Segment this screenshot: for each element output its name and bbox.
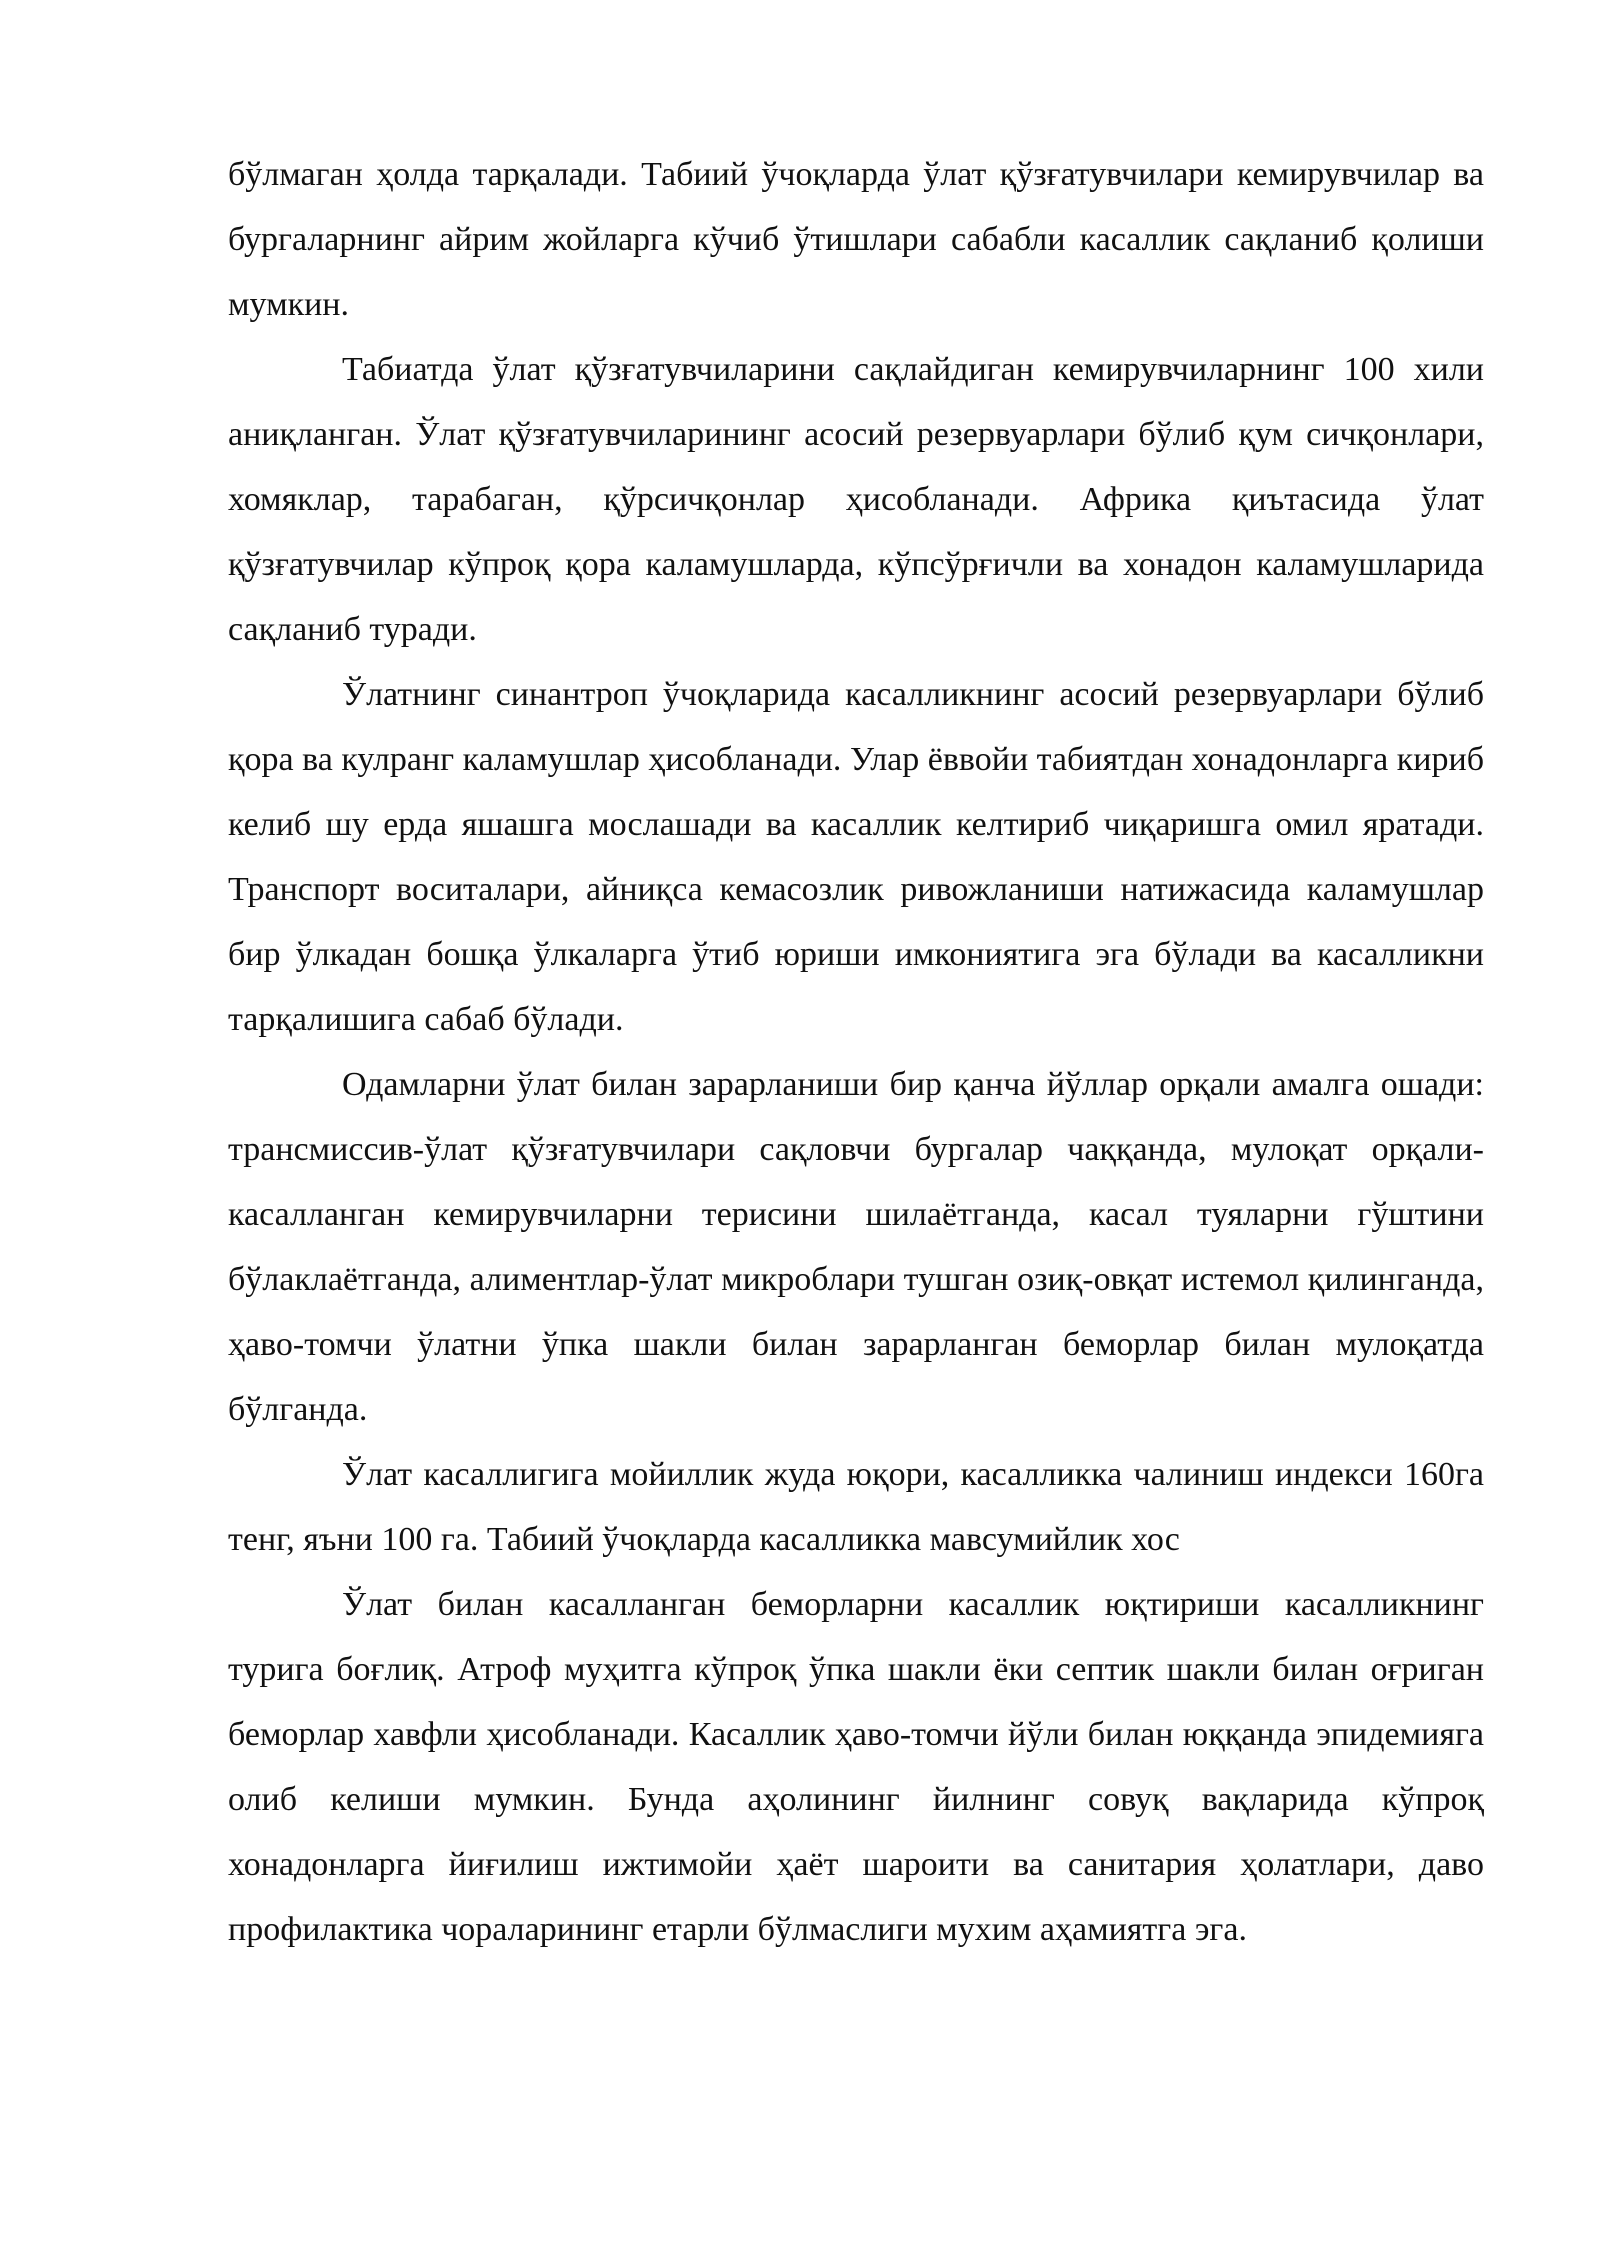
paragraph-3: Ўлатнинг синантроп ўчоқларида касалликнинг асосий резервуарлари бўлиб қора ва кулранг каламушлар ҳисобланади. Улар ёввойи табиятдан хонадонларга кириб келиб шу ерда яшашга мослашади ва касаллик келтириб чиқаришга омил яратади. Транспорт воситалари, айниқса кемасозлик ривожланиши натижасида каламушлар бир ўлкадан бошқа ўлкаларга ўтиб юриши имкониятига эга бўлади ва касалликни тарқалишига сабаб бўлади.	[228, 676, 1484, 1038]
document-page	[228, 142, 1484, 1962]
paragraph-4: Одамларни ўлат билан зарарланиши бир қанча йўллар орқали амалга ошади: трансмиссив-ўлат қўзғатувчилари сақловчи бургалар чаққанда, мулоқат орқали-касалланган кемирувчиларни терисини шилаётганда, касал туяларни гўштини бўлаклаётганда, алиментлар-ўлат микроблари тушган озиқ-овқат истемол қилинганда, ҳаво-томчи ўлатни ўпка шакли билан зарарланган беморлар билан мулоқатда бўлганда.	[228, 1066, 1484, 1428]
paragraph-5: Ўлат касаллигига мойиллик жуда юқори, касалликка чалиниш индекси 160га тенг, яъни 100 га. Табиий ўчоқларда касалликка мавсумийлик хос	[228, 1456, 1484, 1558]
paragraph-2: Табиатда ўлат қўзғатувчиларини сақлайдиган кемирувчиларнинг 100 хили аниқланган. Ўлат қўзғатувчиларининг асосий резервуарлари бўлиб қум сичқонлари, хомяклар, тарабаган, қўрсичқонлар ҳисобланади. Африка қиътасида ўлат қўзғатувчилар кўпроқ қора каламушларда, кўпсўрғичли ва хонадон каламушларида сақланиб туради.	[228, 351, 1484, 648]
paragraph-1: бўлмаган ҳолда тарқалади. Табиий ўчоқларда ўлат қўзғатувчилари кемирувчилар ва бургаларнинг айрим жойларга кўчиб ўтишлари сабабли касаллик сақланиб қолиши мумкин.	[228, 156, 1484, 323]
paragraph-6: Ўлат билан касалланган беморларни касаллик юқтириши касалликнинг турига боғлиқ. Атроф муҳитга кўпроқ ўпка шакли ёки септик шакли билан оғриган беморлар хавфли ҳисобланади. Касаллик ҳаво-томчи йўли билан юққанда эпидемияга олиб келиши мумкин. Бунда аҳолининг йилнинг совуқ вақларида кўпроқ хонадонларга йиғилиш ижтимойи ҳаёт шароити ва санитария ҳолатлари, даво профилактика чораларининг етарли бўлмаслиги мухим аҳамиятга эга.	[228, 1586, 1484, 1948]
